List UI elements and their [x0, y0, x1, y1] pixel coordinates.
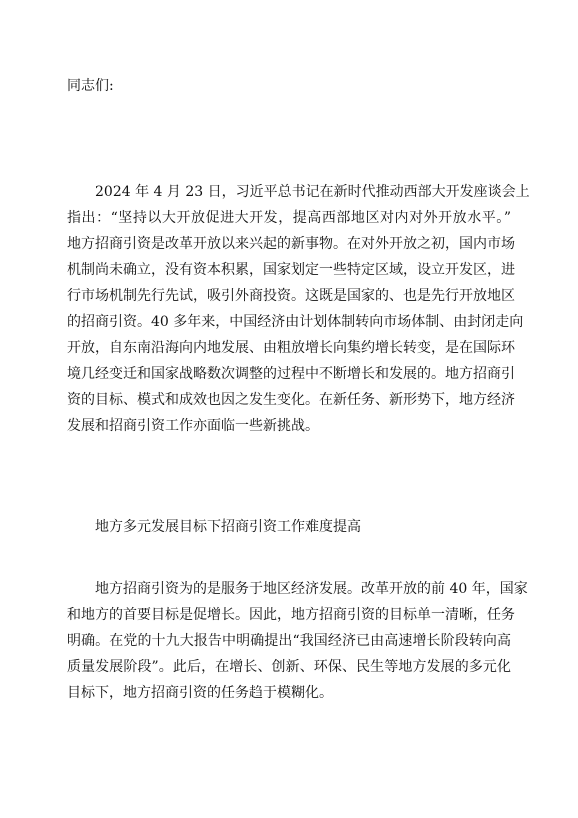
section-heading: 地方多元发展目标下招商引资工作难度提高: [95, 519, 361, 535]
paragraph-line: 机制尚未确立，没有资本积累，国家划定一些特定区域，设立开发区，进: [67, 262, 515, 278]
paragraph-section: [67, 576, 528, 706]
paragraph-line: 地方招商引资为的是服务于地区经济发展。改革开放的前 40 年，国家: [95, 581, 528, 597]
paragraph-line: 发展和招商引资工作亦面临一些新挑战。: [67, 418, 319, 434]
paragraph-line: 地方招商引资是改革开放以来兴起的新事物。在对外开放之初，国内市场: [67, 236, 515, 252]
paragraph-line: 行市场机制先行先试，吸引外商投资。这既是国家的、也是先行开放地区: [67, 288, 515, 304]
paragraph-line: 开放，自东南沿海向内地发展、由粗放增长向集约增长转变，是在国际环: [67, 340, 515, 356]
paragraph-line: 明确。在党的十九大报告中明确提出“我国经济已由高速增长阶段转向高: [67, 633, 511, 649]
paragraph-line: 指出：“坚持以大开放促进大开发，提高西部地区对内对外开放水平。”: [67, 210, 511, 226]
paragraph-line: 的招商引资。40 多年来，中国经济由计划体制转向市场体制、由封闭走向: [67, 314, 524, 330]
paragraph-line: 质量发展阶段”。此后，在增长、创新、环保、民生等地方发展的多元化: [67, 659, 511, 675]
paragraph-line: 资的目标、模式和成效也因之发生变化。在新任务、新形势下，地方经济: [67, 392, 515, 408]
paragraph-intro: [67, 179, 530, 439]
paragraph-line: 和地方的首要目标是促增长。因此，地方招商引资的目标单一清晰，任务: [67, 607, 515, 623]
paragraph-line: 2024 年 4 月 23 日，习近平总书记在新时代推动西部大开发座谈会上: [95, 184, 530, 200]
salutation: 同志们:: [67, 78, 114, 94]
paragraph-line: 目标下，地方招商引资的任务趋于模糊化。: [67, 685, 333, 701]
paragraph-line: 境几经变迁和国家战略数次调整的过程中不断增长和发展的。地方招商引: [67, 366, 515, 382]
